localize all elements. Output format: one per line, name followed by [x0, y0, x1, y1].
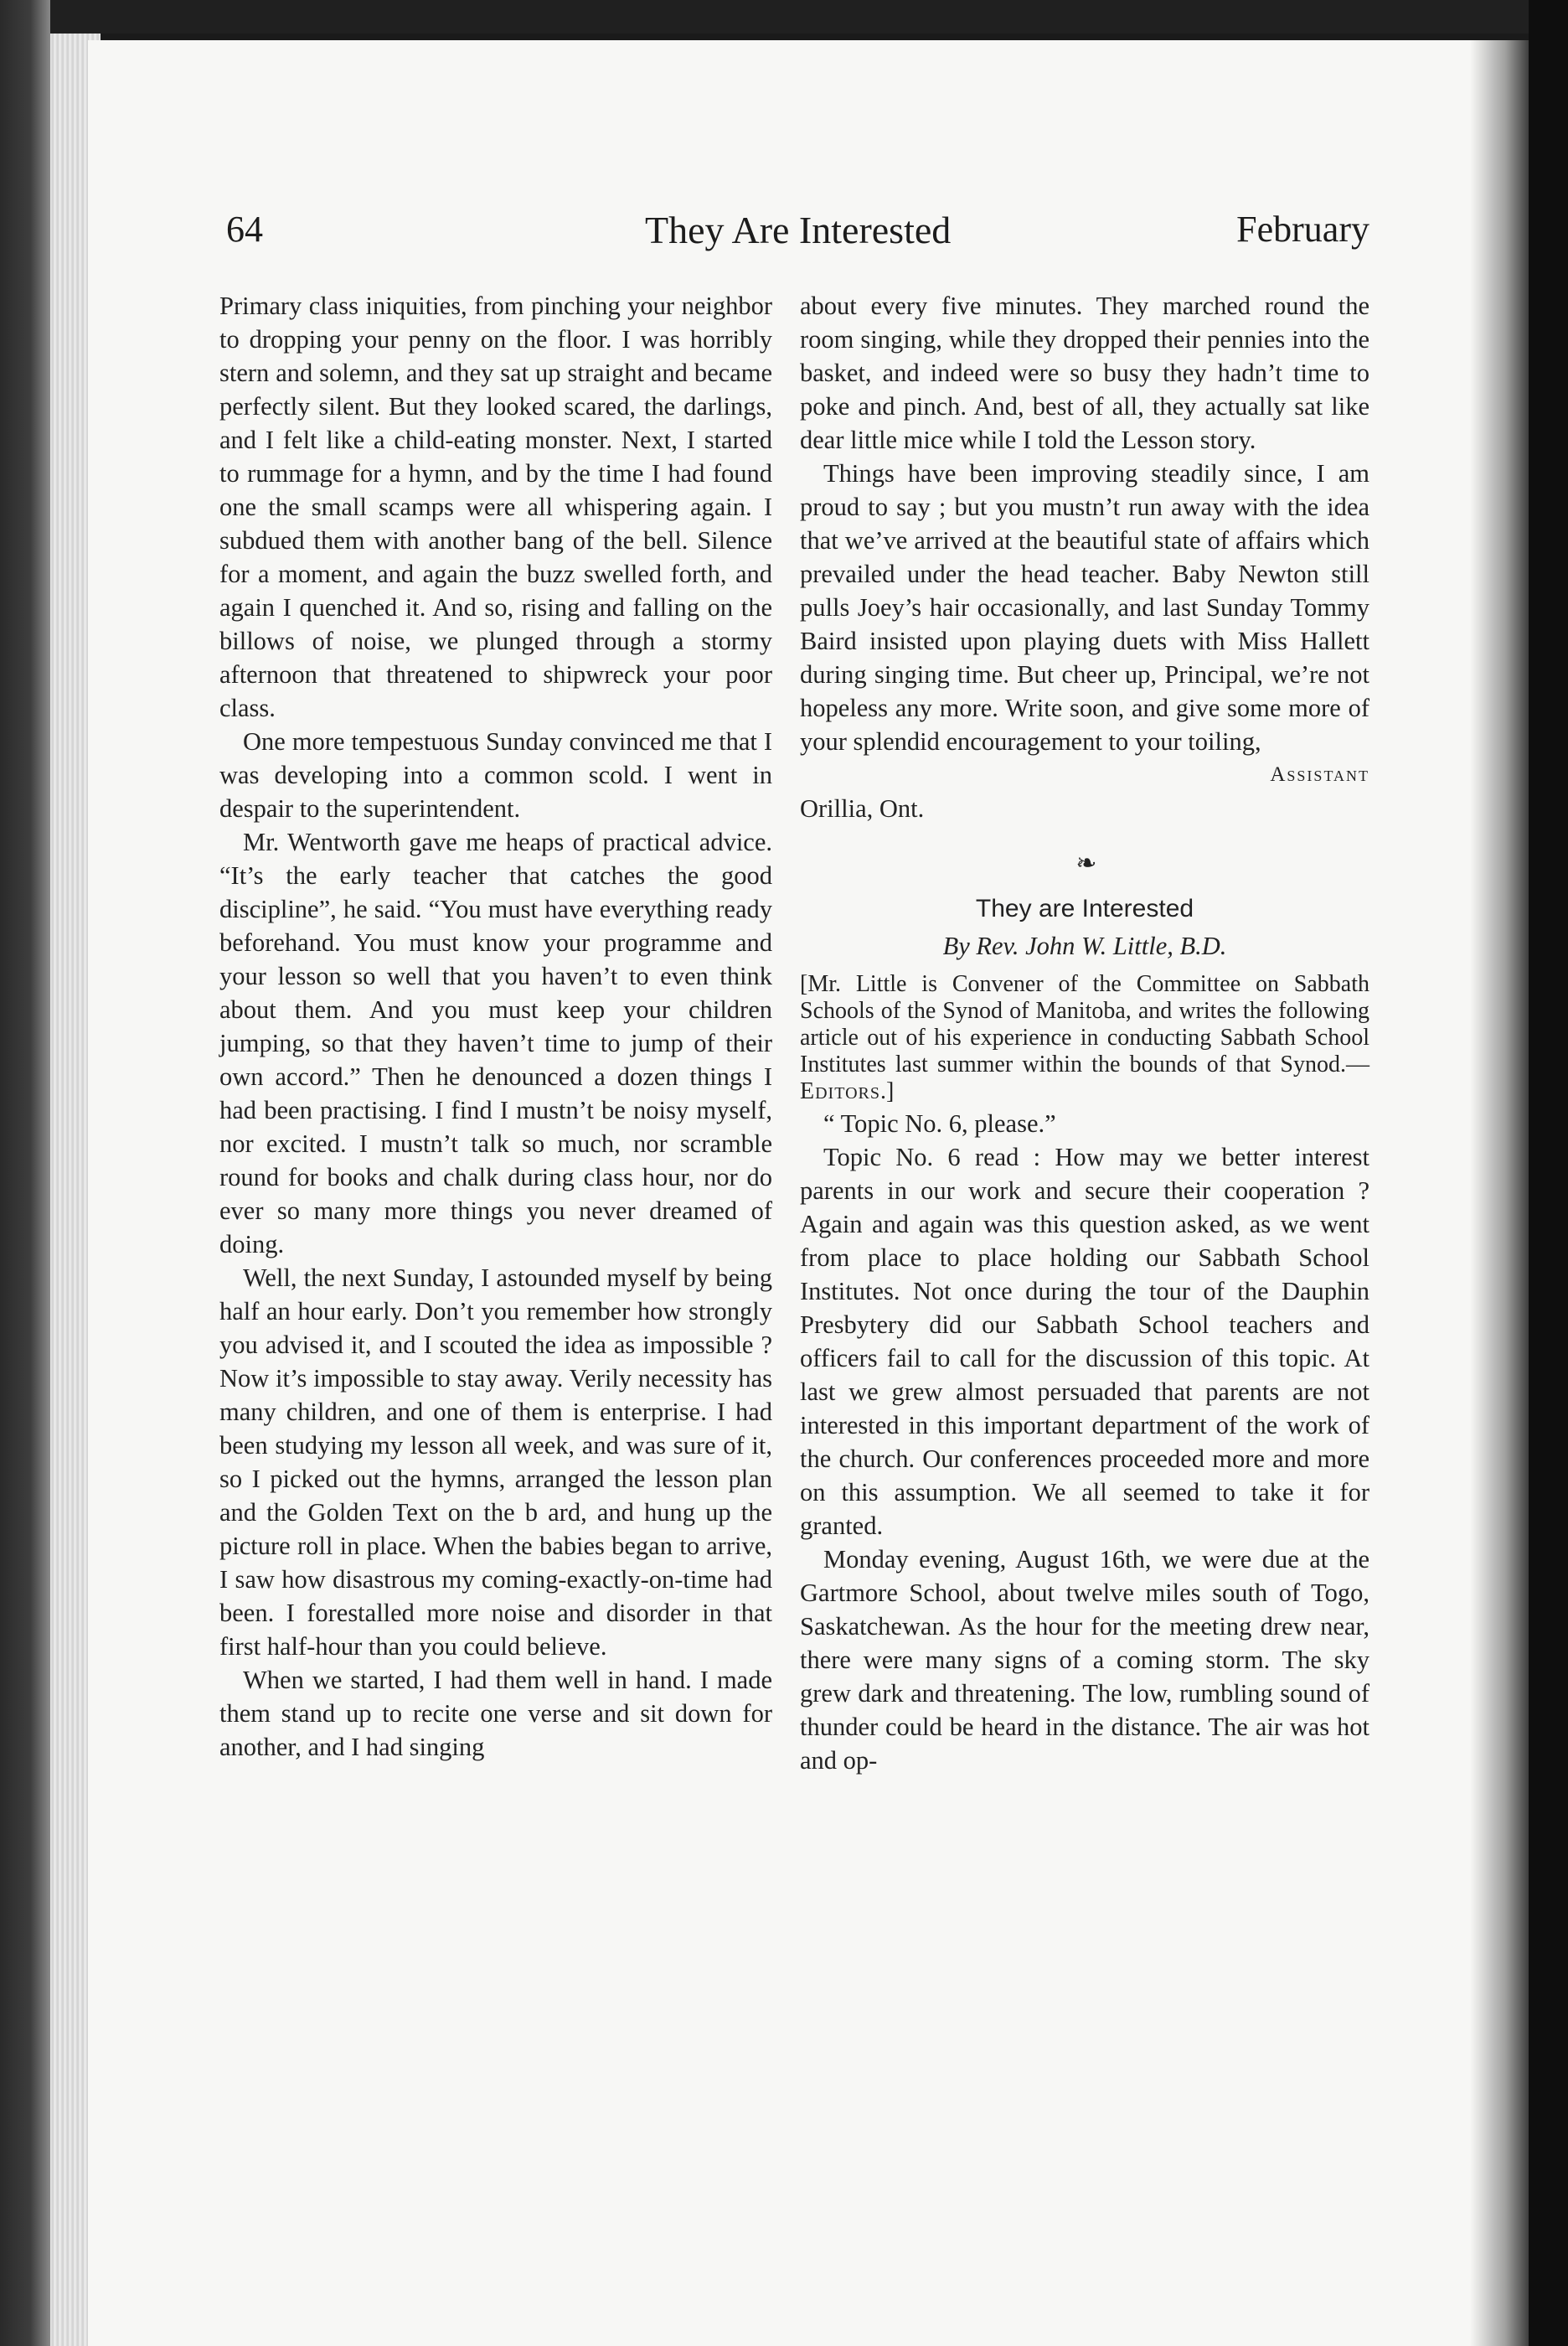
fleuron-ornament: ❧ — [1075, 850, 1094, 877]
paragraph: Well, the next Sunday, I astounded myself by being half an hour early. Don’t you remember how strongly you advised it, and I scouted the idea as impossible ? Now it’s impossible to stay away. Verily necessity has many children, and one of them is enterprise. I had been studying my lesson all week, and was sure of it, so I picked out the hymns, arranged the lesson plan and the Golden Text on the b ard, and hung up the picture roll in place. When the babies began to arrive, I saw how disastrous my coming-exactly-on-time had been. I forestalled more noise and disorder in that first half-hour than you could believe. — [219, 1263, 772, 1661]
editor-note-signoff: Editors — [800, 1078, 880, 1104]
right-column — [800, 289, 1369, 1777]
spine-shadow — [1470, 40, 1529, 2346]
page-number: 64 — [226, 209, 263, 250]
article-title: They are Interested — [975, 895, 1194, 922]
place-line: Orillia, Ont. — [800, 794, 925, 823]
paragraph: One more tempestuous Sunday convinced me that I was developing into a common scold. I went in despair to the superintendent. — [219, 727, 772, 823]
editor-note-close: .] — [879, 1078, 895, 1104]
left-column — [219, 289, 772, 1764]
paragraph: When we started, I had them well in hand. I made them stand up to recite one verse and sit down for another, and I had singing — [219, 1666, 772, 1761]
paragraph: Monday evening, August 16th, we were due at the Gartmore School, about twelve miles south of Togo, Saskatchewan. As the hour for the meeting drew near, there were many signs of a coming storm. The sky grew dark and threatening. The low, rumbling sound of thunder could be heard in the distance. The air was hot and op- — [800, 1545, 1369, 1775]
paragraph: about every five minutes. They marched round the room singing, while they dropped their pennies into the basket, and indeed were so busy they hadn’t time to poke and pinch. And, best of all, they actually sat like dear little mice while I told the Lesson story. — [800, 292, 1369, 454]
scan-border-left — [0, 0, 50, 2346]
paragraph: Primary class iniquities, from pinching your neighbor to dropping your penny on the floor. I was horribly stern and solemn, and they sat up straight and became perfectly silent. But they looked scared, the darlings, and I felt like a child-eating monster. Next, I started to rummage for a hymn, and by the time I had found one the small scamps were all whispering again. I subdued them with another bang of the bell. Silence for a moment, and again the buzz swelled forth, and again I quenched it. And so, rising and falling on the billows of noise, we plunged through a stormy afternoon that threatened to shipwreck your poor class. — [219, 292, 772, 722]
running-title: They Are Interested — [645, 209, 952, 251]
signature: Assistant — [1270, 763, 1369, 786]
running-month: February — [1236, 209, 1369, 250]
paragraph: Things have been improving steadily since, I am proud to say ; but you mustn’t run away with the idea that we’ve arrived at the beautiful state of affairs which prevailed under the head teacher. Baby Newton still pulls Joey’s hair occasionally, and last Sunday Tommy Baird insisted upon playing duets with Miss Hallett during singing time. But cheer up, Principal, we’re not hopeless any more. Write soon, and give some more of your splendid encouragement to your toiling, — [800, 459, 1369, 756]
paragraph: Topic No. 6 read : How may we better interest parents in our work and secure their cooperation ? Again and again was this question asked, as we went from place to place holding our Sabbath School Institutes. Not once during the tour of the Dauphin Presbytery did our Sabbath School teachers and officers fail to call for the discussion of this topic. At last we grew almost persuaded that parents are not interested in this important department of the work of the church. Our conferences proceeded more and more on this assumption. We all seemed to take it for granted. — [800, 1143, 1369, 1540]
paragraph: Mr. Wentworth gave me heaps of practical advice. “It’s the early teacher that catches the good discipline”, he said. “You must have everything ready beforehand. You must know your programme and your lesson so well that you haven’t to even think about them. And you must keep your children jumping, so that they haven’t time to jump of their own accord.” Then he denounced a dozen things I had been practising. I find I mustn’t be noisy myself, nor excited. I mustn’t talk so much, nor scramble round for books and chalk during class hour, nor do ever so many more things you never dreamed of doing. — [219, 828, 772, 1258]
byline: By Rev. John W. Little, B.D. — [942, 932, 1227, 960]
scan-border-right — [1529, 0, 1568, 2346]
paragraph: “ Topic No. 6, please.” — [823, 1109, 1056, 1138]
editor-note-text: [Mr. Little is Convener of the Committee on Sabbath Schools of the Synod of Manitoba, and writes the following article out of his experience in conducting Sabbath School Institutes last summer within the bounds of that Synod.— — [800, 971, 1369, 1077]
scan-border-top — [0, 0, 1568, 34]
editor-note — [800, 971, 1369, 1105]
running-head — [138, 208, 1369, 275]
